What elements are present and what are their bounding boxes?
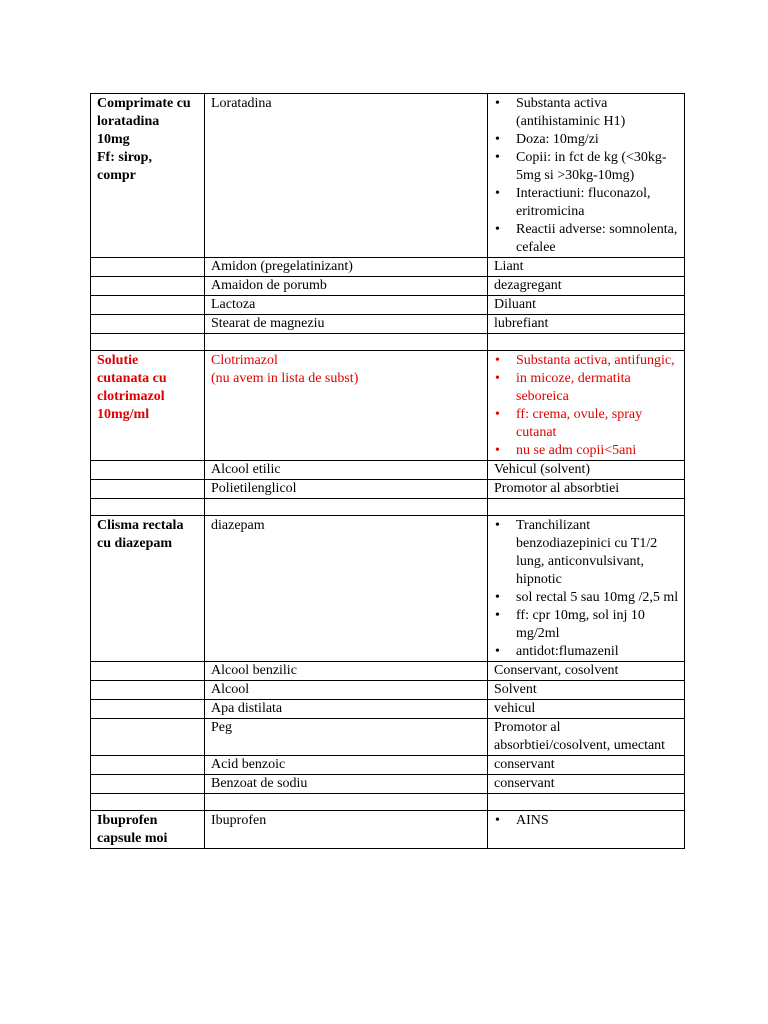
notes-list <box>494 95 679 257</box>
ingredient-row <box>91 775 685 794</box>
product-name-line: Solutie <box>97 353 139 368</box>
empty-cell <box>205 334 488 351</box>
active-substance: Loratadina <box>211 96 272 111</box>
note-item: • Substanta activa (antihistaminic H1) <box>494 95 679 131</box>
ingredient-row <box>91 756 685 775</box>
ingredient-row <box>91 719 685 756</box>
empty-cell <box>91 662 205 681</box>
ingredient-role: Solvent <box>488 681 685 700</box>
ingredient-role: Diluant <box>488 296 685 315</box>
notes-cell <box>488 351 685 461</box>
note-item: • AINS <box>494 812 679 830</box>
ingredient-name: Alcool <box>205 681 488 700</box>
ingredient-role: Vehicul (solvent) <box>488 461 685 480</box>
product-name-line: Ibuprofen <box>97 813 158 828</box>
ingredient-role: Promotor al absorbtiei/cosolvent, umectant <box>488 719 685 756</box>
spacer-row <box>91 499 685 516</box>
spacer-row <box>91 794 685 811</box>
ingredient-role: dezagregant <box>488 277 685 296</box>
ingredient-role: Liant <box>488 258 685 277</box>
empty-cell <box>91 681 205 700</box>
product-name-line: cutanata cu <box>97 371 167 386</box>
note-item: • ff: cpr 10mg, sol inj 10 mg/2ml <box>494 607 679 643</box>
ingredient-name: Lactoza <box>205 296 488 315</box>
product-name-line: Ff: sirop, <box>97 150 152 165</box>
notes-cell <box>488 516 685 662</box>
empty-cell <box>488 499 685 516</box>
notes-cell <box>488 811 685 849</box>
note-item: • Substanta activa, antifungic, <box>494 352 679 370</box>
ingredient-role: conservant <box>488 756 685 775</box>
section-row <box>91 94 685 258</box>
empty-cell <box>91 334 205 351</box>
ingredient-row <box>91 258 685 277</box>
ingredient-row <box>91 277 685 296</box>
excipients-table <box>90 93 685 849</box>
empty-cell <box>91 258 205 277</box>
product-name-line: clotrimazol <box>97 389 165 404</box>
product-name-line: capsule moi <box>97 831 168 846</box>
active-substance: Clotrimazol <box>211 353 278 368</box>
ingredient-row <box>91 480 685 499</box>
empty-cell <box>91 461 205 480</box>
ingredient-role: Promotor al absorbtiei <box>488 480 685 499</box>
note-item: • sol rectal 5 sau 10mg /2,5 ml <box>494 589 679 607</box>
empty-cell <box>205 499 488 516</box>
ingredient-name: Alcool etilic <box>205 461 488 480</box>
ingredient-name: Polietilenglicol <box>205 480 488 499</box>
empty-cell <box>205 794 488 811</box>
ingredient-role: lubrefiant <box>488 315 685 334</box>
active-substance-cell <box>205 811 488 849</box>
product-name-line: Comprimate cu <box>97 96 191 111</box>
ingredient-name: Benzoat de sodiu <box>205 775 488 794</box>
active-substance-cell <box>205 516 488 662</box>
note-item: • ff: crema, ovule, spray cutanat <box>494 406 679 442</box>
note-item: • nu se adm copii<5ani <box>494 442 679 460</box>
empty-cell <box>488 334 685 351</box>
ingredient-row <box>91 296 685 315</box>
ingredient-name: Apa distilata <box>205 700 488 719</box>
note-item: • Copii: in fct de kg (<30kg-5mg si >30kg-10mg) <box>494 149 679 185</box>
product-name-cell <box>91 811 205 849</box>
empty-cell <box>91 296 205 315</box>
spacer-row <box>91 334 685 351</box>
ingredient-name: Peg <box>205 719 488 756</box>
empty-cell <box>91 719 205 756</box>
active-substance: Ibuprofen <box>211 813 267 828</box>
note-item: • Tranchilizant benzodiazepinici cu T1/2 lung, anticonvulsivant, hipnotic <box>494 517 679 589</box>
ingredient-name: Alcool benzilic <box>205 662 488 681</box>
ingredient-row <box>91 662 685 681</box>
note-item: • antidot:flumazenil <box>494 643 679 661</box>
empty-cell <box>91 315 205 334</box>
ingredient-name: Acid benzoic <box>205 756 488 775</box>
empty-cell <box>488 794 685 811</box>
empty-cell <box>91 794 205 811</box>
note-item: • in micoze, dermatita seboreica <box>494 370 679 406</box>
empty-cell <box>91 277 205 296</box>
ingredient-row <box>91 681 685 700</box>
ingredient-name: Amaidon de porumb <box>205 277 488 296</box>
product-name-line: compr <box>97 168 136 183</box>
active-substance-cell <box>205 94 488 258</box>
section-row <box>91 811 685 849</box>
empty-cell <box>91 499 205 516</box>
ingredient-name: Stearat de magneziu <box>205 315 488 334</box>
empty-cell <box>91 480 205 499</box>
note-item: • Reactii adverse: somnolenta, cefalee <box>494 221 679 257</box>
ingredient-row <box>91 700 685 719</box>
empty-cell <box>91 775 205 794</box>
ingredient-row <box>91 461 685 480</box>
note-item: • Doza: 10mg/zi <box>494 131 679 149</box>
product-name-line: loratadina <box>97 114 160 129</box>
section-row <box>91 516 685 662</box>
product-name-line: cu diazepam <box>97 536 173 551</box>
ingredient-name: Amidon (pregelatinizant) <box>205 258 488 277</box>
notes-list <box>494 352 679 460</box>
product-name-line: 10mg/ml <box>97 407 150 422</box>
product-name-line: Clisma rectala <box>97 518 184 533</box>
note-item: • Interactiuni: fluconazol, eritromicina <box>494 185 679 221</box>
empty-cell <box>91 700 205 719</box>
ingredient-row <box>91 315 685 334</box>
empty-cell <box>91 756 205 775</box>
product-name-cell <box>91 351 205 461</box>
product-name-cell <box>91 94 205 258</box>
ingredient-role: vehicul <box>488 700 685 719</box>
notes-cell <box>488 94 685 258</box>
active-substance: diazepam <box>211 518 265 533</box>
active-substance-note: (nu avem in lista de subst) <box>211 371 359 386</box>
product-name-line: 10mg <box>97 132 130 147</box>
notes-list <box>494 812 679 830</box>
section-row <box>91 351 685 461</box>
ingredient-role: conservant <box>488 775 685 794</box>
product-name-cell <box>91 516 205 662</box>
notes-list <box>494 517 679 661</box>
ingredient-role: Conservant, cosolvent <box>488 662 685 681</box>
active-substance-cell <box>205 351 488 461</box>
